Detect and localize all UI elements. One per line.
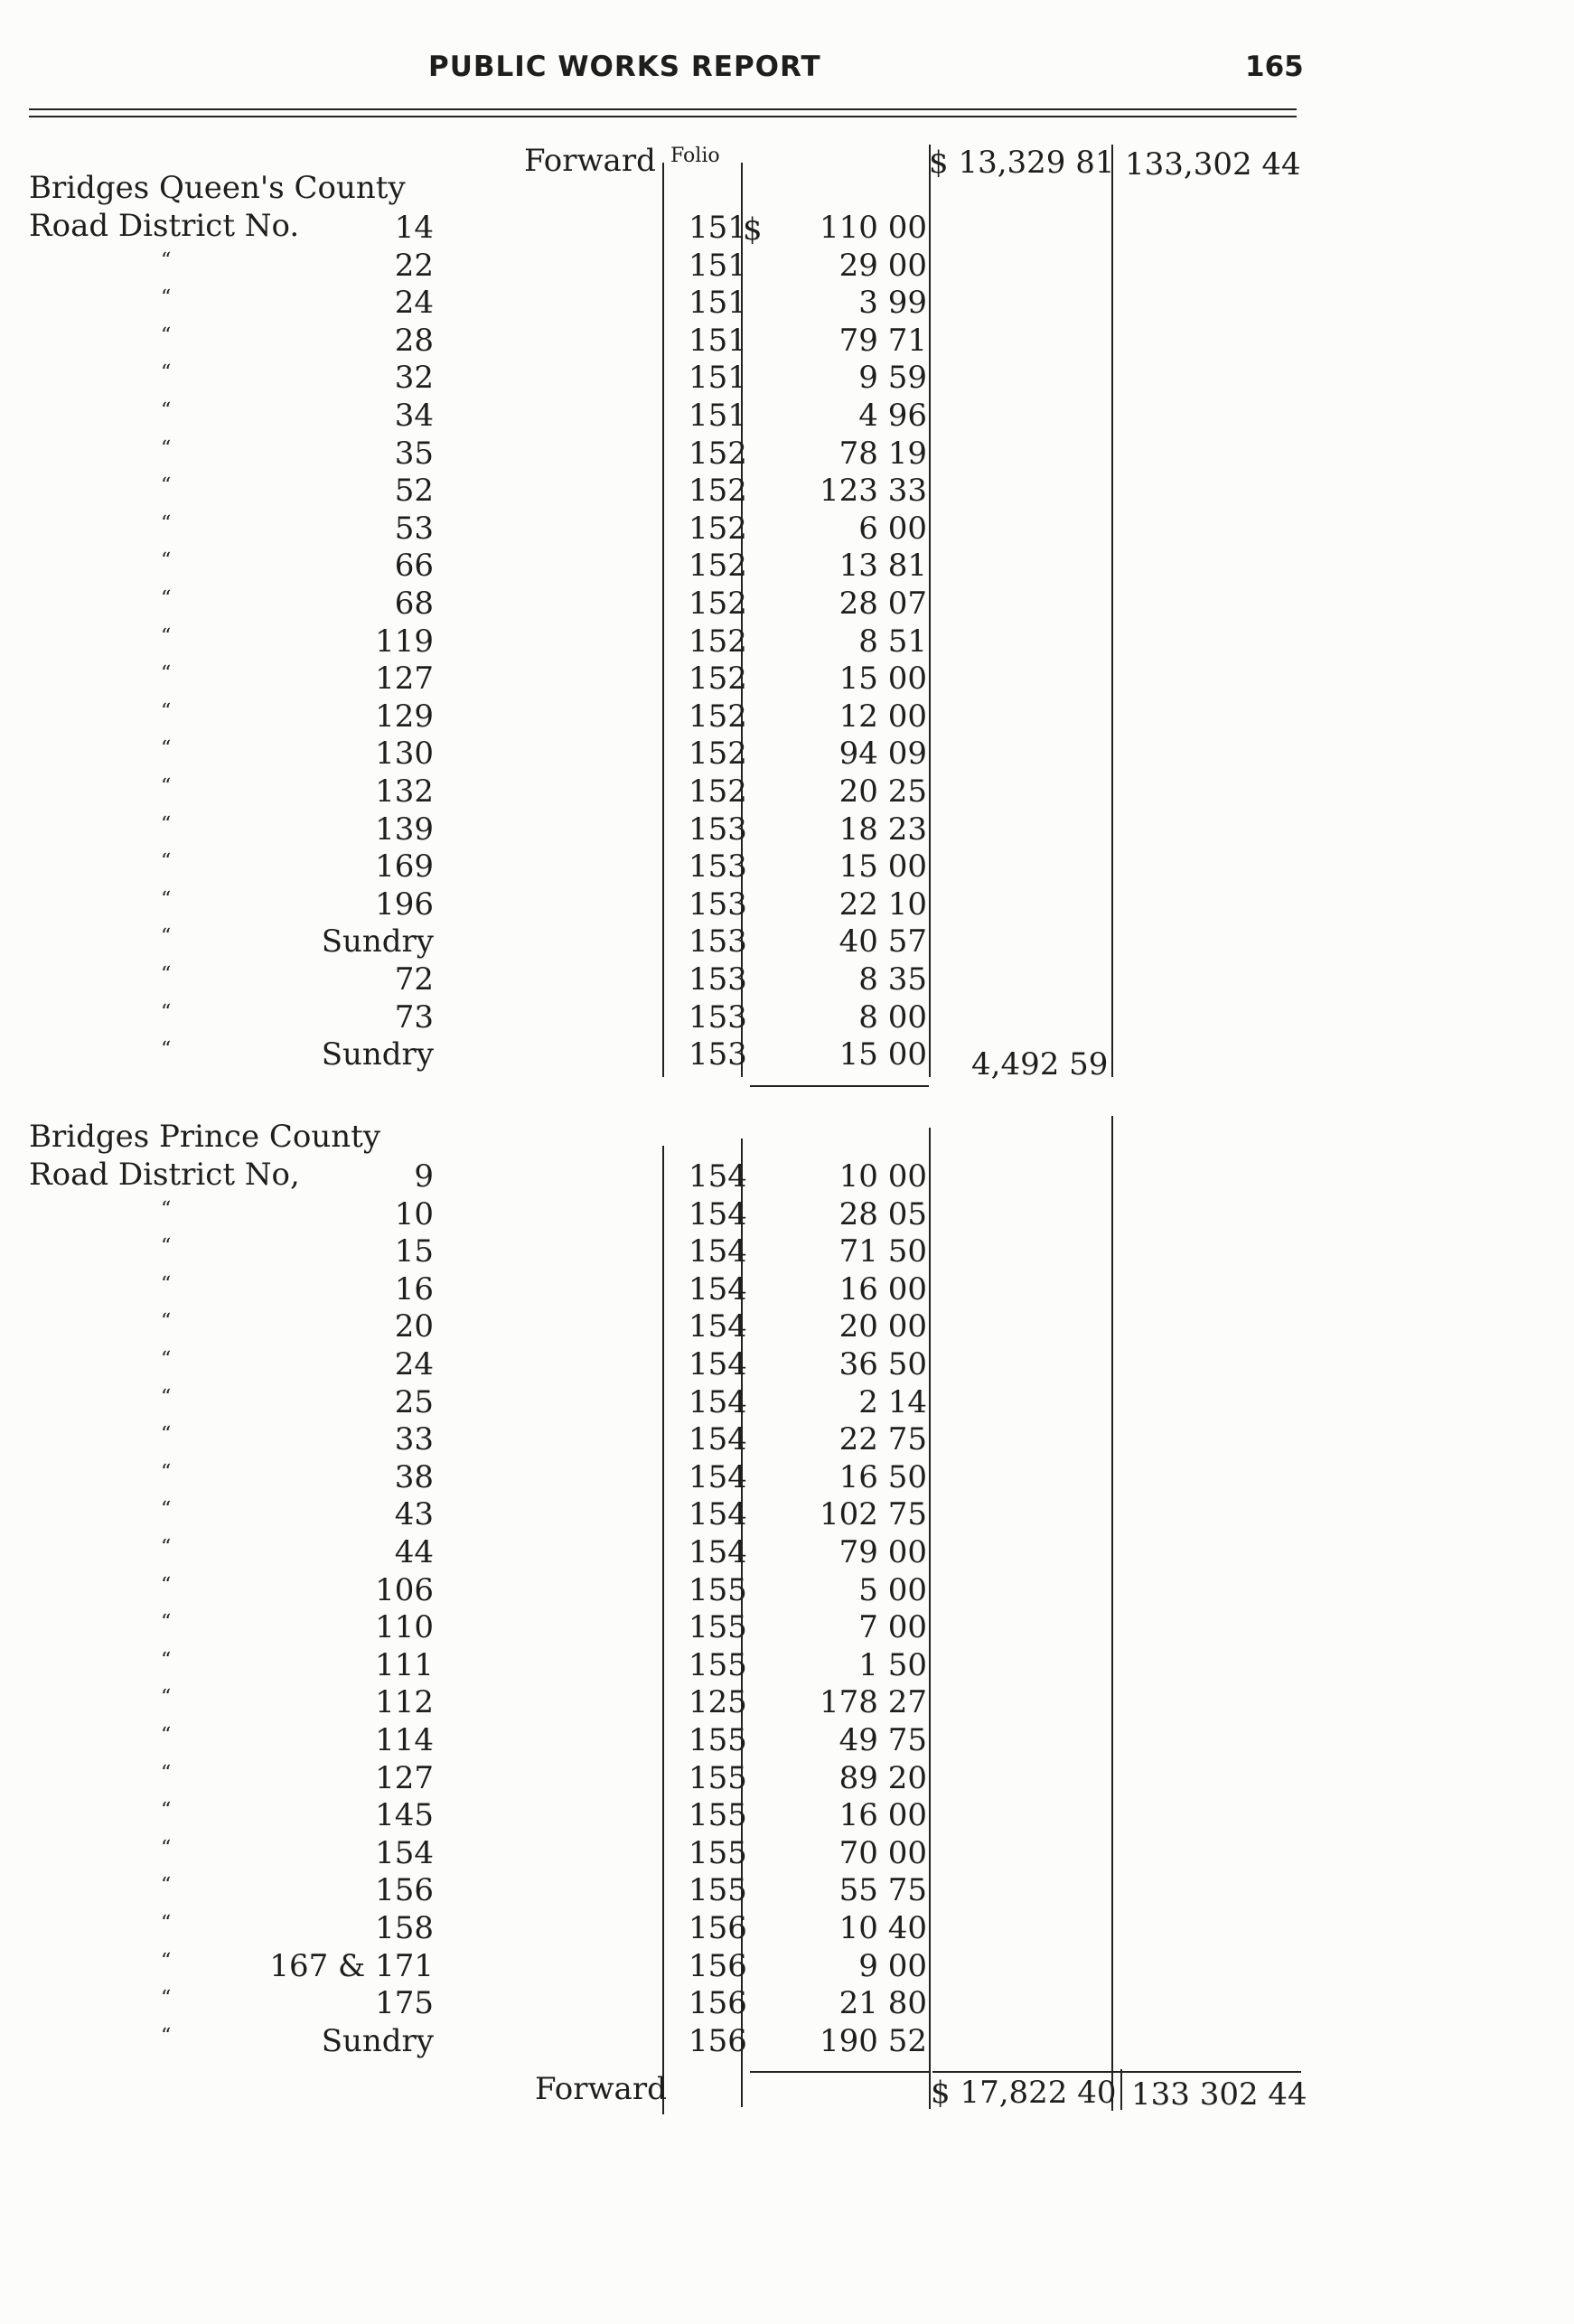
district-number: 111 bbox=[375, 1646, 434, 1683]
district-number: 15 bbox=[394, 1233, 434, 1270]
district-number: 10 bbox=[394, 1195, 434, 1232]
ditto-mark: “ bbox=[161, 1874, 173, 1898]
district-number: 68 bbox=[394, 586, 434, 622]
amount-value: 78 19 bbox=[839, 435, 927, 472]
forward-total-bottom: $ 17,822 40 bbox=[931, 2075, 1117, 2111]
ditto-mark: “ bbox=[161, 1197, 173, 1221]
folio-number: 152 bbox=[689, 435, 747, 472]
amount-value: 8 00 bbox=[858, 998, 927, 1035]
district-number: 167 & 171 bbox=[269, 1947, 434, 1984]
district-number: 24 bbox=[394, 1346, 434, 1382]
ditto-mark: “ bbox=[161, 1348, 173, 1371]
s2-folio-left-line bbox=[662, 1146, 664, 2114]
ditto-mark: “ bbox=[161, 1836, 173, 1860]
ditto-mark: “ bbox=[161, 323, 173, 347]
folio-number: 153 bbox=[689, 1036, 747, 1073]
district-number: 35 bbox=[394, 435, 434, 472]
forward-rule bbox=[932, 2071, 1301, 2073]
folio-number: 154 bbox=[689, 1233, 747, 1270]
folio-number: 155 bbox=[689, 1759, 747, 1796]
district-number: 25 bbox=[394, 1383, 434, 1420]
ditto-mark: “ bbox=[161, 624, 173, 648]
district-number: 114 bbox=[375, 1722, 434, 1758]
district-number: Sundry bbox=[321, 923, 434, 961]
amount-value: 70 00 bbox=[839, 1834, 927, 1871]
ditto-mark: “ bbox=[161, 1000, 173, 1024]
folio-number: 152 bbox=[689, 548, 747, 585]
folio-number: 153 bbox=[689, 998, 747, 1035]
ditto-mark: “ bbox=[161, 699, 173, 723]
district-number: 66 bbox=[394, 548, 434, 585]
amount-value: 20 25 bbox=[839, 773, 927, 810]
folio-number: 155 bbox=[689, 1872, 747, 1909]
section1-dollar-sign: $ bbox=[743, 211, 763, 248]
ditto-mark: “ bbox=[161, 1761, 173, 1785]
folio-number: 151 bbox=[689, 398, 747, 434]
district-number: 14 bbox=[394, 210, 434, 246]
amount-value: 55 75 bbox=[839, 1872, 927, 1909]
s2-total-right-line bbox=[1111, 1116, 1113, 2111]
folio-number: 154 bbox=[689, 1158, 747, 1195]
district-number: 24 bbox=[394, 285, 434, 322]
folio-number: 151 bbox=[689, 210, 747, 246]
folio-number: 154 bbox=[689, 1270, 747, 1307]
ditto-mark: “ bbox=[161, 963, 173, 986]
folio-number: 154 bbox=[689, 1195, 747, 1232]
amount-value: 13 81 bbox=[839, 548, 927, 585]
amount-value: 7 00 bbox=[858, 1609, 927, 1646]
folio-number: 154 bbox=[689, 1383, 747, 1420]
ditto-mark: “ bbox=[161, 737, 173, 761]
district-number: 16 bbox=[394, 1270, 434, 1307]
amount-value: 8 35 bbox=[858, 961, 927, 998]
ditto-mark: “ bbox=[161, 1648, 173, 1672]
amount-value: 16 00 bbox=[839, 1270, 927, 1307]
amount-value: 9 00 bbox=[858, 1947, 927, 1984]
district-number: 175 bbox=[375, 1985, 434, 2022]
amount-value: 123 33 bbox=[820, 473, 927, 510]
folio-number: 153 bbox=[689, 848, 747, 886]
forward-total-top: $ 13,329 81 bbox=[929, 145, 1115, 181]
folio-number: 152 bbox=[689, 586, 747, 622]
s1-total-right-line bbox=[1111, 145, 1113, 1077]
ditto-mark: “ bbox=[161, 399, 173, 422]
amount-value: 29 00 bbox=[839, 247, 927, 284]
amount-value: 3 99 bbox=[858, 285, 927, 322]
s2-amount-right-line bbox=[929, 1128, 931, 2109]
district-number: 145 bbox=[375, 1797, 434, 1834]
folio-number: 156 bbox=[689, 1985, 747, 2022]
amount-value: 18 23 bbox=[839, 811, 927, 848]
amount-value: 40 57 bbox=[839, 923, 927, 961]
district-number: 72 bbox=[394, 961, 434, 998]
ditto-mark: “ bbox=[161, 1038, 173, 1062]
s1-folio-left-line bbox=[662, 163, 664, 1077]
folio-number: 153 bbox=[689, 923, 747, 961]
folio-number: 155 bbox=[689, 1571, 747, 1608]
amount-value: 178 27 bbox=[820, 1684, 927, 1721]
header-rule-bottom bbox=[29, 116, 1297, 117]
s1-sum-rule bbox=[750, 1085, 929, 1087]
folio-number: 155 bbox=[689, 1609, 747, 1646]
district-number: 139 bbox=[375, 811, 434, 848]
folio-number: 152 bbox=[689, 473, 747, 510]
section2-title: Bridges Prince County bbox=[29, 1119, 381, 1155]
district-number: Sundry bbox=[321, 1036, 434, 1073]
amount-value: 49 75 bbox=[839, 1722, 927, 1758]
folio-number: 156 bbox=[689, 1910, 747, 1946]
ditto-mark: “ bbox=[161, 2024, 173, 2048]
ditto-mark: “ bbox=[161, 662, 173, 686]
folio-number: 125 bbox=[689, 1684, 747, 1721]
section1-title: Bridges Queen's County bbox=[29, 170, 406, 206]
district-number: 129 bbox=[375, 698, 434, 735]
amount-value: 89 20 bbox=[839, 1759, 927, 1796]
folio-number: 152 bbox=[689, 661, 747, 698]
folio-number: 151 bbox=[689, 360, 747, 397]
amount-value: 5 00 bbox=[858, 1571, 927, 1608]
district-number: 130 bbox=[375, 736, 434, 773]
ditto-mark: “ bbox=[161, 1573, 173, 1597]
district-number: 127 bbox=[375, 1759, 434, 1796]
forward-label-bottom: Forward bbox=[535, 2071, 667, 2107]
ditto-mark: “ bbox=[161, 1536, 173, 1559]
district-number: 43 bbox=[394, 1496, 434, 1533]
amount-value: 10 00 bbox=[839, 1158, 927, 1195]
district-number: 106 bbox=[375, 1571, 434, 1608]
district-number: Sundry bbox=[321, 2022, 434, 2059]
folio-number: 155 bbox=[689, 1722, 747, 1758]
ditto-mark: “ bbox=[161, 1385, 173, 1409]
s2-sum-rule bbox=[750, 2071, 929, 2073]
amount-value: 28 05 bbox=[839, 1195, 927, 1232]
folio-number: 155 bbox=[689, 1646, 747, 1683]
district-number: 53 bbox=[394, 510, 434, 547]
amount-value: 9 59 bbox=[858, 360, 927, 397]
amount-value: 71 50 bbox=[839, 1233, 927, 1270]
amount-value: 15 00 bbox=[839, 848, 927, 886]
folio-number: 153 bbox=[689, 886, 747, 923]
s2-grand-left-line bbox=[1120, 2069, 1122, 2110]
ditto-mark: “ bbox=[161, 1912, 173, 1935]
page-header-title: PUBLIC WORKS REPORT bbox=[428, 51, 821, 83]
amount-value: 79 71 bbox=[839, 322, 927, 359]
district-number: 156 bbox=[375, 1872, 434, 1909]
folio-number: 153 bbox=[689, 961, 747, 998]
amount-value: 16 00 bbox=[839, 1797, 927, 1834]
forward-grand-top: 133,302 44 bbox=[1125, 146, 1301, 183]
amount-value: 15 00 bbox=[839, 661, 927, 698]
amount-value: 190 52 bbox=[820, 2022, 927, 2059]
district-number: 52 bbox=[394, 473, 434, 510]
ditto-mark: “ bbox=[161, 1460, 173, 1484]
amount-value: 1 50 bbox=[858, 1646, 927, 1683]
ditto-mark: “ bbox=[161, 474, 173, 498]
folio-number: 152 bbox=[689, 510, 747, 547]
amount-value: 102 75 bbox=[820, 1496, 927, 1533]
folio-number: 152 bbox=[689, 736, 747, 773]
folio-number: 154 bbox=[689, 1308, 747, 1345]
ditto-mark: “ bbox=[161, 1235, 173, 1259]
ditto-mark: “ bbox=[161, 1724, 173, 1747]
amount-value: 20 00 bbox=[839, 1308, 927, 1345]
ditto-mark: “ bbox=[161, 1686, 173, 1710]
district-number: 28 bbox=[394, 322, 434, 359]
district-number: 169 bbox=[375, 848, 434, 886]
ditto-mark: “ bbox=[161, 1799, 173, 1823]
district-number: 196 bbox=[375, 886, 434, 923]
amount-value: 8 51 bbox=[858, 623, 927, 660]
district-number: 158 bbox=[375, 1910, 434, 1946]
section1-subtitle: Road District No. bbox=[29, 208, 300, 244]
ditto-mark: “ bbox=[161, 1987, 173, 2010]
ditto-mark: “ bbox=[161, 1310, 173, 1334]
s1-amount-right-line bbox=[929, 145, 931, 1077]
folio-number: 156 bbox=[689, 1947, 747, 1984]
district-number: 44 bbox=[394, 1534, 434, 1570]
amount-value: 22 75 bbox=[839, 1421, 927, 1458]
amount-value: 12 00 bbox=[839, 698, 927, 735]
amount-value: 36 50 bbox=[839, 1346, 927, 1382]
page-number: 165 bbox=[1245, 51, 1304, 83]
district-number: 154 bbox=[375, 1834, 434, 1871]
forward-grand-bottom: 133 302 44 bbox=[1131, 2076, 1307, 2113]
ditto-mark: “ bbox=[161, 1423, 173, 1447]
ditto-mark: “ bbox=[161, 248, 173, 272]
amount-value: 6 00 bbox=[858, 510, 927, 547]
district-number: 132 bbox=[375, 773, 434, 810]
ditto-mark: “ bbox=[161, 587, 173, 610]
ditto-mark: “ bbox=[161, 436, 173, 460]
amount-value: 94 09 bbox=[839, 736, 927, 773]
folio-label: Folio bbox=[670, 145, 720, 167]
ditto-mark: “ bbox=[161, 887, 173, 911]
amount-value: 16 50 bbox=[839, 1458, 927, 1495]
ditto-mark: “ bbox=[161, 1611, 173, 1635]
district-number: 20 bbox=[394, 1308, 434, 1345]
forward-label-top: Forward bbox=[524, 143, 656, 179]
district-number: 119 bbox=[375, 623, 434, 660]
district-number: 9 bbox=[414, 1158, 434, 1195]
amount-value: 4 96 bbox=[858, 398, 927, 434]
district-number: 112 bbox=[375, 1684, 434, 1721]
amount-value: 21 80 bbox=[839, 1985, 927, 2022]
ditto-mark: “ bbox=[161, 286, 173, 310]
amount-value: 10 40 bbox=[839, 1910, 927, 1946]
header-rule-top bbox=[29, 108, 1297, 110]
ditto-mark: “ bbox=[161, 812, 173, 836]
ditto-mark: “ bbox=[161, 1272, 173, 1296]
folio-number: 153 bbox=[689, 811, 747, 848]
amount-value: 2 14 bbox=[858, 1383, 927, 1420]
ditto-mark: “ bbox=[161, 549, 173, 573]
amount-value: 15 00 bbox=[839, 1036, 927, 1073]
folio-number: 154 bbox=[689, 1458, 747, 1495]
amount-value: 79 00 bbox=[839, 1534, 927, 1570]
amount-value: 110 00 bbox=[820, 210, 927, 246]
amount-value: 28 07 bbox=[839, 586, 927, 622]
ditto-mark: “ bbox=[161, 1949, 173, 1973]
district-number: 32 bbox=[394, 360, 434, 397]
district-number: 127 bbox=[375, 661, 434, 698]
ditto-mark: “ bbox=[161, 511, 173, 535]
folio-number: 154 bbox=[689, 1534, 747, 1570]
section1-subtotal: 4,492 59 bbox=[971, 1046, 1109, 1082]
folio-number: 151 bbox=[689, 322, 747, 359]
folio-number: 155 bbox=[689, 1797, 747, 1834]
district-number: 110 bbox=[375, 1609, 434, 1646]
ditto-mark: “ bbox=[161, 925, 173, 949]
ditto-mark: “ bbox=[161, 775, 173, 798]
folio-number: 154 bbox=[689, 1346, 747, 1382]
district-number: 38 bbox=[394, 1458, 434, 1495]
ditto-mark: “ bbox=[161, 1498, 173, 1522]
district-number: 34 bbox=[394, 398, 434, 434]
folio-number: 152 bbox=[689, 698, 747, 735]
district-number: 33 bbox=[394, 1421, 434, 1458]
district-number: 22 bbox=[394, 247, 434, 284]
ditto-mark: “ bbox=[161, 361, 173, 385]
folio-number: 154 bbox=[689, 1421, 747, 1458]
folio-number: 155 bbox=[689, 1834, 747, 1871]
folio-number: 156 bbox=[689, 2022, 747, 2059]
section2-subtitle: Road District No, bbox=[29, 1157, 300, 1193]
folio-number: 152 bbox=[689, 773, 747, 810]
ditto-mark: “ bbox=[161, 850, 173, 874]
folio-number: 151 bbox=[689, 285, 747, 322]
amount-value: 22 10 bbox=[839, 886, 927, 923]
district-number: 73 bbox=[394, 998, 434, 1035]
folio-number: 151 bbox=[689, 247, 747, 284]
folio-number: 152 bbox=[689, 623, 747, 660]
folio-number: 154 bbox=[689, 1496, 747, 1533]
